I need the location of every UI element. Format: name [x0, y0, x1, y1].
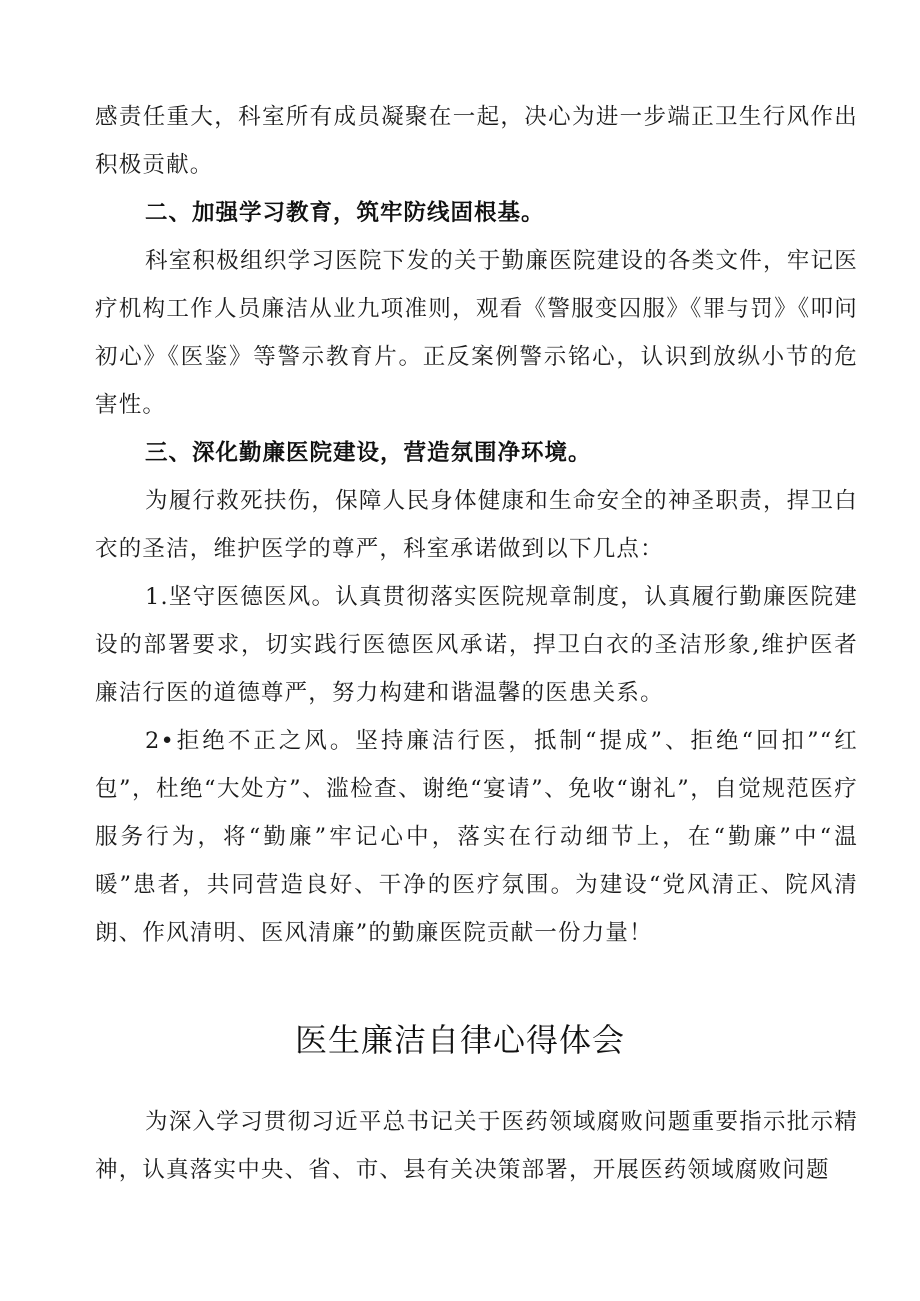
first-article-body — [0, 93, 920, 957]
section-3-intro: 为履行救死扶伤，保障人民身体健康和生命安全的神圣职责，捍卫白衣的圣洁，维护医学的尊严，科室承诺做到以下几点： — [95, 488, 858, 562]
section-2-body: 科室积极组织学习医院下发的关于勤廉医院建设的各类文件，牢记医疗机构工作人员廉洁从业九项准则，观看《警服变囚服》《罪与罚》《叩问初心》《医鉴》等警示教育片。正反案例警示铭心，认识到放纵小节的危害性。 — [95, 248, 858, 418]
second-article-title: 医生廉洁自律心得体会 — [294, 1021, 625, 1059]
list-item-2: 2•拒绝不正之风。坚持廉洁行医，抵制“提成”、拒绝“回扣”“红包”，杜绝“大处方”、滥检查、谢绝“宴请”、免收“谢礼”，自觉规范医疗服务行为，将“勤廉”牢记心中，落实在行动细节上，在“勤廉”中“温暖”患者，共同营造良好、干净的医疗氛围。为建设“党风清正、院风清朗、作风清明、医风清廉”的勤廉医院贡献一份力量！ — [95, 728, 858, 946]
section-3-heading: 三、深化勤廉医院建设，营造氛围净环境。 — [145, 440, 592, 466]
list-item-1: 1.坚守医德医风。认真贯彻落实医院规章制度，认真履行勤廉医院建设的部署要求，切实践行医德医风承诺，捍卫白衣的圣洁形象,维护医者廉洁行医的道德尊严，努力构建和谐温馨的医患关系。 — [95, 584, 858, 706]
second-article-opening: 为深入学习贯彻习近平总书记关于医药领域腐败问题重要指示批示精神，认真落实中央、省、市、县有关决策部署，开展医药领域腐败问题 — [95, 1109, 858, 1183]
continued-paragraph: 感责任重大，科室所有成员凝聚在一起，决心为进一步端正卫生行风作出积极贡献。 — [95, 104, 858, 178]
second-article-body — [0, 1098, 920, 1194]
section-2-heading: 二、加强学习教育，筑牢防线固根基。 — [145, 200, 545, 226]
